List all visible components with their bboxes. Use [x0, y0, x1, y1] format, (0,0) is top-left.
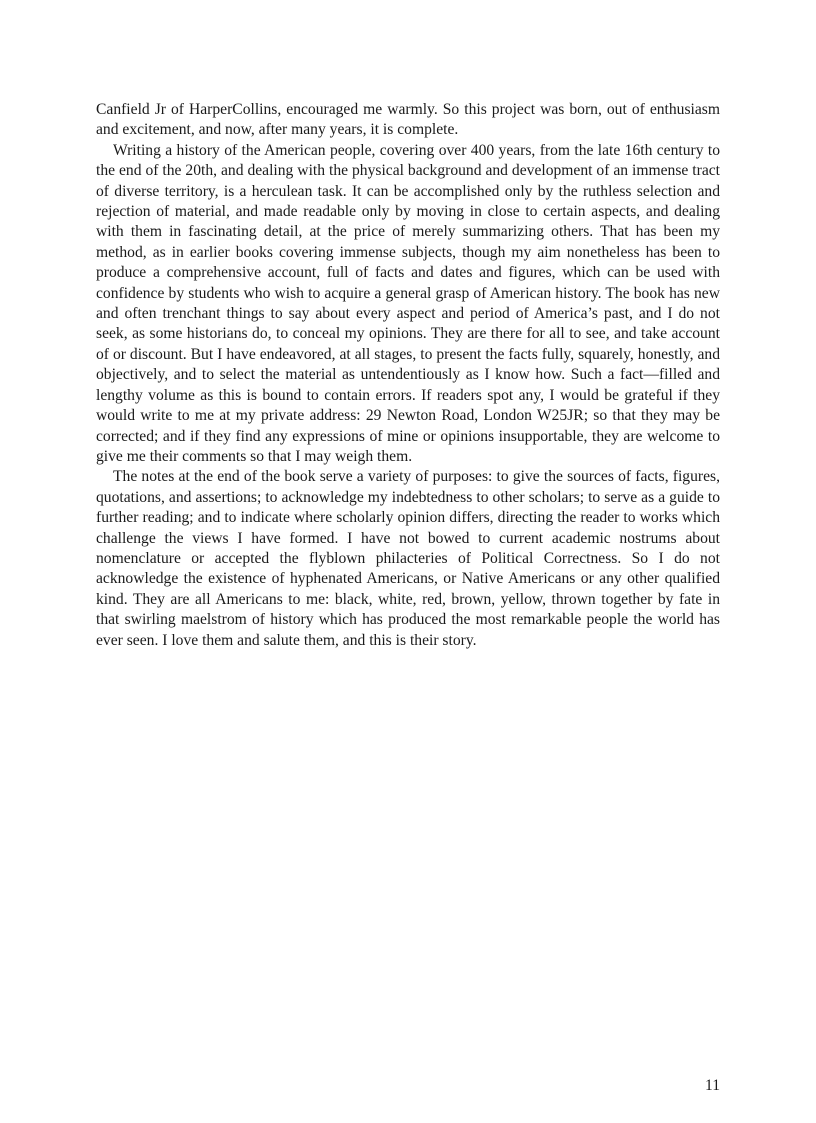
body-text [96, 100, 720, 651]
page-number: 11 [704, 1077, 720, 1094]
paragraph-notes: The notes at the end of the book serve a variety of purposes: to give the sources of facts, figures, quotations, and assertions; to acknowledge my indebtedness to other scholars; to serve as a guide to further reading; and to indicate where scholarly opinion differs, directing the reader to works which challenge the views I have formed. I have not bowed to current academic nostrums about nomenclature or accepted the flyblown philacteries of Political Correctness. So I do not acknowledge the existence of hyphenated Americans, or Native Americans or any other qualified kind. They are all Americans to me: black, white, red, brown, yellow, thrown together by fate in that swirling maelstrom of history which has produced the most remarkable people the world has ever seen. I love them and salute them, and this is their story. [96, 468, 720, 649]
paragraph-continuation: Canfield Jr of HarperCollins, encouraged me warmly. So this project was born, out of enthusiasm and excitement, and now, after many years, it is complete. [96, 101, 720, 139]
paragraph-writing-history: Writing a history of the American people, covering over 400 years, from the late 16th century to the end of the 20th, and dealing with the physical background and development of an immense tract of diverse territory, is a herculean task. It can be accomplished only by the ruthless selection and rejection of material, and made readable only by moving in close to certain aspects, and dealing with them in fascinating detail, at the price of merely summarizing others. That has been my method, as in earlier books covering immense subjects, though my aim nonetheless has been to produce a comprehensive account, full of facts and dates and figures, which can be used with confidence by students who wish to acquire a general grasp of American history. The book has new and often trenchant things to say about every aspect and period of America’s past, and I do not seek, as some historians do, to conceal my opinions. They are there for all to see, and take account of or discount. But I have endeavored, at all stages, to present the facts fully, squarely, honestly, and objectively, and to select the material as untendentiously as I know how. Such a fact—filled and lengthy volume as this is bound to contain errors. If readers spot any, I would be grateful if they would write to me at my private address: 29 Newton Road, London W25JR; so that they may be corrected; and if they find any expressions of mine or opinions insupportable, they are welcome to give me their comments so that I may weigh them. [96, 141, 720, 465]
